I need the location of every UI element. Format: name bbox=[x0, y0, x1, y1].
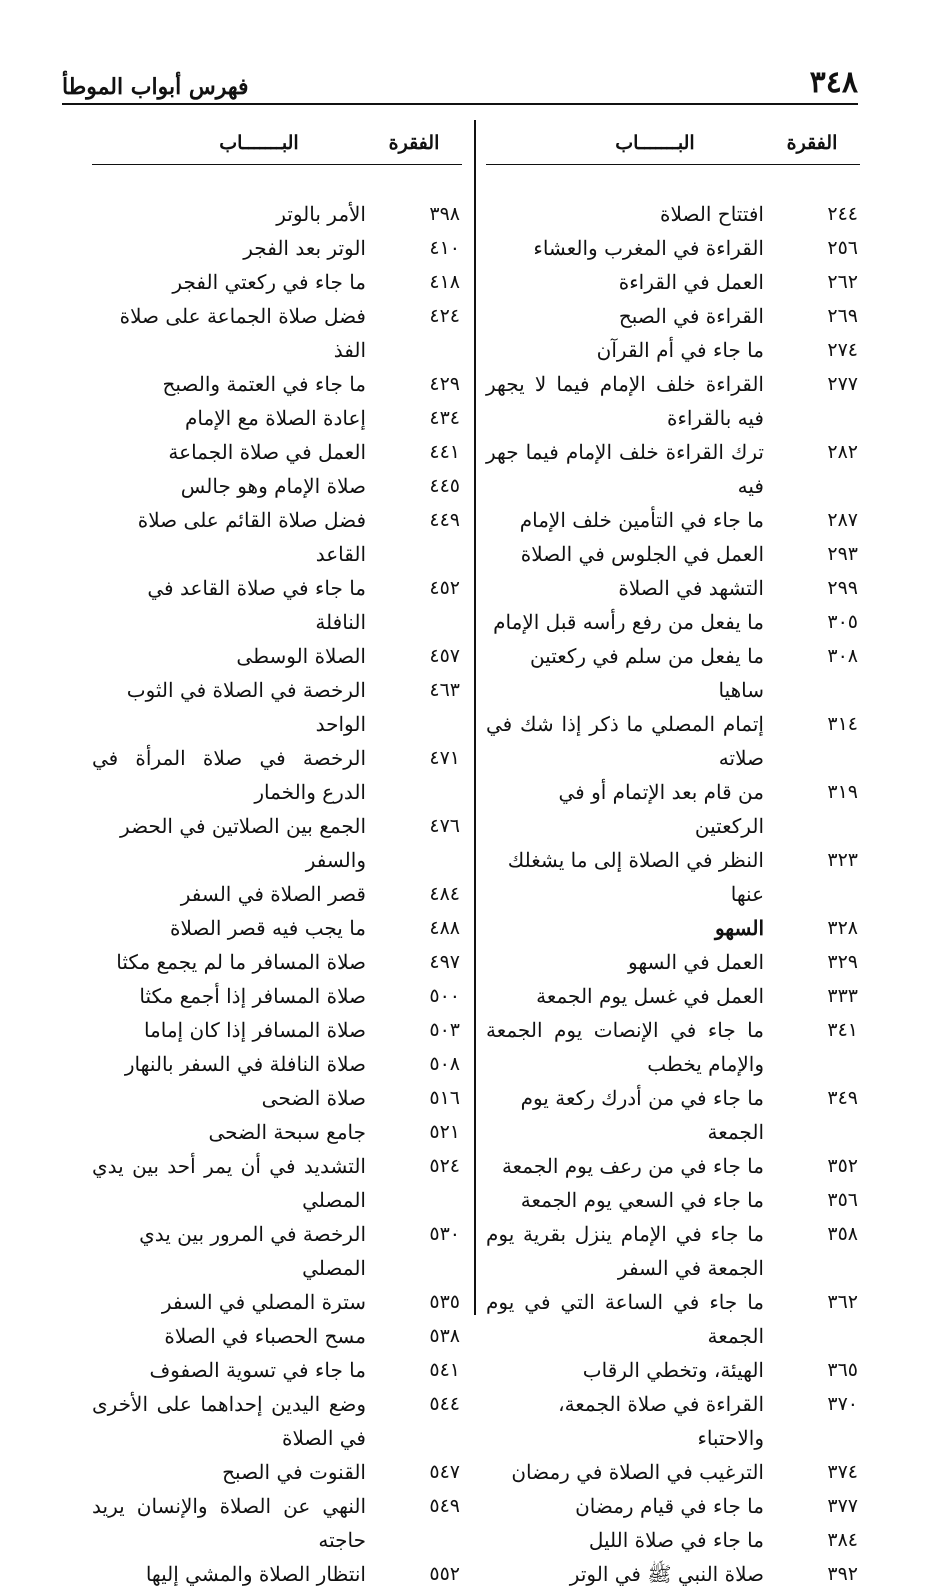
entry-paragraph-number: ٣٩٨ bbox=[429, 203, 460, 225]
index-entry bbox=[486, 435, 860, 503]
entry-chapter-title: التشديد في أن يمر أحد بين يدي المصلي bbox=[92, 1154, 366, 1212]
entry-paragraph-number: ٣٧٧ bbox=[827, 1495, 858, 1517]
entry-chapter-title: ما يفعل من رفع رأسه قبل الإمام bbox=[493, 610, 764, 634]
entry-paragraph-number: ٥٠٣ bbox=[429, 1019, 460, 1041]
entry-chapter-title: ما جاء في صلاة الليل bbox=[588, 1528, 764, 1552]
index-entry bbox=[92, 1217, 462, 1285]
index-entry bbox=[486, 1523, 860, 1557]
entry-paragraph-number: ٣٩٢ bbox=[827, 1563, 858, 1585]
entry-paragraph-number: ٤٨٤ bbox=[429, 883, 460, 905]
entry-chapter-title: مسح الحصباء في الصلاة bbox=[164, 1324, 366, 1348]
index-entry bbox=[486, 1013, 860, 1081]
page-number: ٣٤٨ bbox=[809, 65, 858, 100]
index-entry bbox=[92, 1115, 462, 1149]
entry-chapter-title: وضع اليدين إحداهما على الأخرى في الصلاة bbox=[92, 1392, 366, 1450]
entry-paragraph-number: ٤٢٩ bbox=[429, 373, 460, 395]
index-entry bbox=[486, 197, 860, 231]
entry-paragraph-number: ٢٧٤ bbox=[827, 339, 858, 361]
entry-chapter-title: صلاة المسافر ما لم يجمع مكثا bbox=[116, 950, 366, 974]
index-entry bbox=[92, 197, 462, 231]
entry-paragraph-number: ٢٦٢ bbox=[827, 271, 858, 293]
entry-chapter-title: جامع سبحة الضحى bbox=[208, 1120, 366, 1144]
entry-chapter-title: ما جاء في السعي يوم الجمعة bbox=[520, 1188, 764, 1212]
left-column bbox=[92, 126, 462, 1591]
entry-chapter-title: فضل صلاة الجماعة على صلاة الفذ bbox=[119, 304, 366, 362]
page-header bbox=[62, 58, 858, 98]
entry-chapter-title: إعادة الصلاة مع الإمام bbox=[185, 406, 366, 430]
entry-paragraph-number: ٢٨٧ bbox=[827, 509, 858, 531]
entry-paragraph-number: ٣٥٢ bbox=[827, 1155, 858, 1177]
entry-chapter-title: ما جاء في تسوية الصفوف bbox=[149, 1358, 366, 1382]
number-column-label: الفقرة bbox=[786, 132, 838, 154]
entry-chapter-title: ما جاء في أم القرآن bbox=[596, 338, 764, 362]
index-entry bbox=[486, 605, 860, 639]
index-entry bbox=[486, 1489, 860, 1523]
entry-chapter-title: النهي عن الصلاة والإنسان يريد حاجته bbox=[92, 1494, 366, 1552]
index-entry bbox=[92, 299, 462, 367]
entry-paragraph-number: ٤٤٩ bbox=[429, 509, 460, 531]
entry-paragraph-number: ٣٤٩ bbox=[827, 1087, 858, 1109]
entry-paragraph-number: ٥٤٤ bbox=[429, 1393, 460, 1415]
entry-paragraph-number: ٤٨٨ bbox=[429, 917, 460, 939]
index-entry bbox=[92, 1081, 462, 1115]
entry-paragraph-number: ٤١٨ bbox=[429, 271, 460, 293]
entry-chapter-title: ما جاء في العتمة والصبح bbox=[162, 372, 366, 396]
entry-paragraph-number: ٥٣٨ bbox=[429, 1325, 460, 1347]
entry-chapter-title: ما جاء في الإمام ينزل بقرية يوم الجمعة في السفر bbox=[486, 1222, 764, 1280]
index-entry bbox=[92, 945, 462, 979]
entry-paragraph-number: ٣٠٥ bbox=[827, 611, 858, 633]
index-entry bbox=[486, 979, 860, 1013]
entry-chapter-title: ما جاء في الساعة التي في يوم الجمعة bbox=[486, 1290, 764, 1348]
index-entry bbox=[92, 1353, 462, 1387]
entry-paragraph-number: ٣٢٩ bbox=[827, 951, 858, 973]
entry-paragraph-number: ٥٤٧ bbox=[429, 1461, 460, 1483]
entry-chapter-title: صلاة الإمام وهو جالس bbox=[180, 474, 366, 498]
entry-paragraph-number: ٥٠٠ bbox=[429, 985, 460, 1007]
index-entry bbox=[486, 843, 860, 911]
entry-paragraph-number: ٣٦٥ bbox=[827, 1359, 858, 1381]
entry-chapter-title: الرخصة في صلاة المرأة في الدرع والخمار bbox=[92, 746, 366, 804]
entry-chapter-title: من قام بعد الإتمام أو في الركعتين bbox=[558, 780, 764, 838]
index-entry bbox=[92, 503, 462, 571]
index-entry bbox=[486, 1149, 860, 1183]
number-column-label: الفقرة bbox=[388, 132, 440, 154]
entry-chapter-title: الأمر بالوتر bbox=[276, 202, 366, 226]
entry-paragraph-number: ٤٦٣ bbox=[429, 679, 460, 701]
entry-chapter-title: الرخصة في المرور بين يدي المصلي bbox=[139, 1222, 366, 1280]
entry-chapter-title: ما جاء في من أدرك ركعة يوم الجمعة bbox=[520, 1086, 764, 1144]
entry-chapter-title: النظر في الصلاة إلى ما يشغلك عنها bbox=[507, 848, 764, 906]
entry-paragraph-number: ٣١٩ bbox=[827, 781, 858, 803]
entry-chapter-title: صلاة المسافر إذا أجمع مكثا bbox=[139, 984, 366, 1008]
entry-paragraph-number: ٣٨٤ bbox=[827, 1529, 858, 1551]
title-column-label: البـــــــاب bbox=[219, 132, 299, 154]
column-header-rule bbox=[92, 164, 462, 165]
index-entry bbox=[486, 265, 860, 299]
entry-paragraph-number: ٤٢٤ bbox=[429, 305, 460, 327]
entry-paragraph-number: ٣١٤ bbox=[827, 713, 858, 735]
index-entry bbox=[486, 1455, 860, 1489]
entry-paragraph-number: ٢٩٣ bbox=[827, 543, 858, 565]
entry-chapter-title: قصر الصلاة في السفر bbox=[180, 882, 366, 906]
entry-chapter-title: العمل في غسل يوم الجمعة bbox=[536, 984, 764, 1008]
entry-paragraph-number: ٤٧٦ bbox=[429, 815, 460, 837]
entry-paragraph-number: ٣٧٠ bbox=[827, 1393, 858, 1415]
index-entry bbox=[486, 231, 860, 265]
entry-paragraph-number: ٢٩٩ bbox=[827, 577, 858, 599]
index-entry bbox=[92, 571, 462, 639]
index-entry bbox=[486, 1285, 860, 1353]
entry-chapter-title: ما جاء في من رعف يوم الجمعة bbox=[501, 1154, 764, 1178]
entry-chapter-title: القنوت في الصبح bbox=[222, 1460, 366, 1484]
entry-paragraph-number: ٣٣٣ bbox=[827, 985, 858, 1007]
entry-paragraph-number: ٥٣٠ bbox=[429, 1223, 460, 1245]
index-entry bbox=[486, 1353, 860, 1387]
entry-paragraph-number: ٤٥٧ bbox=[429, 645, 460, 667]
entry-paragraph-number: ٣٧٤ bbox=[827, 1461, 858, 1483]
entry-paragraph-number: ٣٦٢ bbox=[827, 1291, 858, 1313]
entry-chapter-title: ما جاء في التأمين خلف الإمام bbox=[519, 508, 764, 532]
index-entry bbox=[92, 1319, 462, 1353]
index-entry bbox=[486, 1557, 860, 1591]
entry-paragraph-number: ٢٤٤ bbox=[827, 203, 858, 225]
entry-paragraph-number: ٣٢٨ bbox=[827, 917, 858, 939]
entry-paragraph-number: ٤٤٥ bbox=[429, 475, 460, 497]
entry-chapter-title: القراءة خلف الإمام فيما لا يجهر فيه بالقراءة bbox=[486, 372, 764, 430]
entry-chapter-title: القراءة في الصبح bbox=[618, 304, 764, 328]
entry-chapter-title: ما جاء في قيام رمضان bbox=[575, 1494, 764, 1518]
entry-paragraph-number: ٣٥٨ bbox=[827, 1223, 858, 1245]
index-entry bbox=[92, 1455, 462, 1489]
entry-chapter-title: الترغيب في الصلاة في رمضان bbox=[511, 1460, 764, 1484]
index-list bbox=[486, 197, 860, 1591]
entry-chapter-title: صلاة الضحى bbox=[261, 1086, 366, 1110]
entry-paragraph-number: ٥١٦ bbox=[429, 1087, 460, 1109]
index-entry bbox=[92, 673, 462, 741]
index-entry bbox=[486, 911, 860, 945]
index-entry bbox=[92, 877, 462, 911]
entry-chapter-title: القراءة في المغرب والعشاء bbox=[533, 236, 764, 260]
entry-paragraph-number: ٥٤١ bbox=[429, 1359, 460, 1381]
entry-chapter-title: الوتر بعد الفجر bbox=[243, 236, 366, 260]
entry-paragraph-number: ٥٢١ bbox=[429, 1121, 460, 1143]
index-entry bbox=[92, 1387, 462, 1455]
index-entry bbox=[92, 1047, 462, 1081]
entry-paragraph-number: ٢٧٧ bbox=[827, 373, 858, 395]
index-entry bbox=[486, 1387, 860, 1455]
entry-chapter-title: العمل في صلاة الجماعة bbox=[168, 440, 366, 464]
index-list bbox=[92, 197, 462, 1591]
entry-paragraph-number: ٥٠٨ bbox=[429, 1053, 460, 1075]
entry-chapter-title: انتظار الصلاة والمشي إليها bbox=[145, 1562, 366, 1586]
page-title: فهرس أبواب الموطأ bbox=[62, 74, 249, 100]
index-entry bbox=[92, 809, 462, 877]
entry-chapter-title: القراءة في صلاة الجمعة، والاحتباء bbox=[558, 1392, 764, 1450]
entry-paragraph-number: ٢٥٦ bbox=[827, 237, 858, 259]
index-entry bbox=[486, 1183, 860, 1217]
entry-paragraph-number: ٥٤٩ bbox=[429, 1495, 460, 1517]
entry-paragraph-number: ٢٦٩ bbox=[827, 305, 858, 327]
entry-chapter-title: العمل في السهو bbox=[628, 950, 764, 974]
entry-chapter-title: الصلاة الوسطى bbox=[236, 644, 366, 668]
index-entry bbox=[92, 1149, 462, 1217]
index-entry bbox=[92, 1013, 462, 1047]
entry-chapter-title: العمل في الجلوس في الصلاة bbox=[520, 542, 764, 566]
entry-paragraph-number: ٤٧١ bbox=[429, 747, 460, 769]
entry-chapter-title: السهو bbox=[714, 916, 764, 940]
entry-chapter-title: ما يجب فيه قصر الصلاة bbox=[169, 916, 366, 940]
index-entry bbox=[92, 1285, 462, 1319]
entry-chapter-title: الهيئة، وتخطي الرقاب bbox=[582, 1358, 764, 1382]
index-entry bbox=[486, 503, 860, 537]
index-entry bbox=[486, 1081, 860, 1149]
index-entry bbox=[92, 401, 462, 435]
index-entry bbox=[486, 571, 860, 605]
entry-paragraph-number: ٢٨٢ bbox=[827, 441, 858, 463]
index-entry bbox=[92, 265, 462, 299]
entry-paragraph-number: ٤١٠ bbox=[429, 237, 460, 259]
index-entry bbox=[486, 639, 860, 707]
index-entry bbox=[486, 707, 860, 775]
entry-chapter-title: ما جاء في صلاة القاعد في النافلة bbox=[147, 576, 366, 634]
entry-paragraph-number: ٤٩٧ bbox=[429, 951, 460, 973]
column-header bbox=[486, 126, 860, 160]
index-entry bbox=[486, 775, 860, 843]
entry-chapter-title: إتمام المصلي ما ذكر إذا شك في صلاته bbox=[486, 712, 764, 770]
entry-chapter-title: العمل في القراءة bbox=[618, 270, 764, 294]
index-entry bbox=[92, 741, 462, 809]
column-header bbox=[92, 126, 462, 160]
index-entry bbox=[486, 945, 860, 979]
entry-chapter-title: التشهد في الصلاة bbox=[618, 576, 764, 600]
index-entry bbox=[92, 1489, 462, 1557]
index-entry bbox=[486, 537, 860, 571]
entry-paragraph-number: ٤٣٤ bbox=[429, 407, 460, 429]
index-entry bbox=[92, 1557, 462, 1591]
entry-chapter-title: سترة المصلي في السفر bbox=[161, 1290, 366, 1314]
entry-paragraph-number: ٥٣٥ bbox=[429, 1291, 460, 1313]
index-entry bbox=[486, 299, 860, 333]
entry-paragraph-number: ٣٢٣ bbox=[827, 849, 858, 871]
title-column-label: البـــــــاب bbox=[615, 132, 695, 154]
entry-chapter-title: الرخصة في الصلاة في الثوب الواحد bbox=[126, 678, 366, 736]
entry-paragraph-number: ٥٢٤ bbox=[429, 1155, 460, 1177]
entry-chapter-title: افتتاح الصلاة bbox=[660, 202, 764, 226]
header-rule bbox=[62, 103, 858, 105]
entry-chapter-title: ما جاء في ركعتي الفجر bbox=[172, 270, 366, 294]
index-entry bbox=[92, 639, 462, 673]
index-entry bbox=[486, 367, 860, 435]
column-header-rule bbox=[486, 164, 860, 165]
index-entry bbox=[92, 435, 462, 469]
index-entry bbox=[486, 333, 860, 367]
entry-chapter-title: الجمع بين الصلاتين في الحضر والسفر bbox=[120, 814, 366, 872]
index-entry bbox=[486, 1217, 860, 1285]
index-entry bbox=[92, 469, 462, 503]
index-entry bbox=[92, 979, 462, 1013]
entry-chapter-title: صلاة النافلة في السفر بالنهار bbox=[124, 1052, 366, 1076]
right-column bbox=[486, 126, 860, 1591]
entry-chapter-title: فضل صلاة القائم على صلاة القاعد bbox=[137, 508, 366, 566]
index-entry bbox=[92, 911, 462, 945]
index-entry bbox=[92, 231, 462, 265]
entry-paragraph-number: ٣٤١ bbox=[827, 1019, 858, 1041]
entry-chapter-title: ما جاء في الإنصات يوم الجمعة والإمام يخطب bbox=[486, 1018, 764, 1076]
entry-paragraph-number: ٥٥٢ bbox=[429, 1563, 460, 1585]
entry-chapter-title: ما يفعل من سلم في ركعتين ساهيا bbox=[529, 644, 764, 702]
entry-chapter-title: صلاة النبي ﷺ في الوتر bbox=[569, 1562, 764, 1586]
entry-paragraph-number: ٣٠٨ bbox=[827, 645, 858, 667]
entry-paragraph-number: ٤٤١ bbox=[429, 441, 460, 463]
index-entry bbox=[92, 367, 462, 401]
entry-chapter-title: صلاة المسافر إذا كان إماما bbox=[143, 1018, 366, 1042]
entry-chapter-title: ترك القراءة خلف الإمام فيما جهر فيه bbox=[486, 440, 764, 498]
entry-paragraph-number: ٤٥٢ bbox=[429, 577, 460, 599]
column-divider bbox=[474, 120, 476, 1315]
entry-paragraph-number: ٣٥٦ bbox=[827, 1189, 858, 1211]
